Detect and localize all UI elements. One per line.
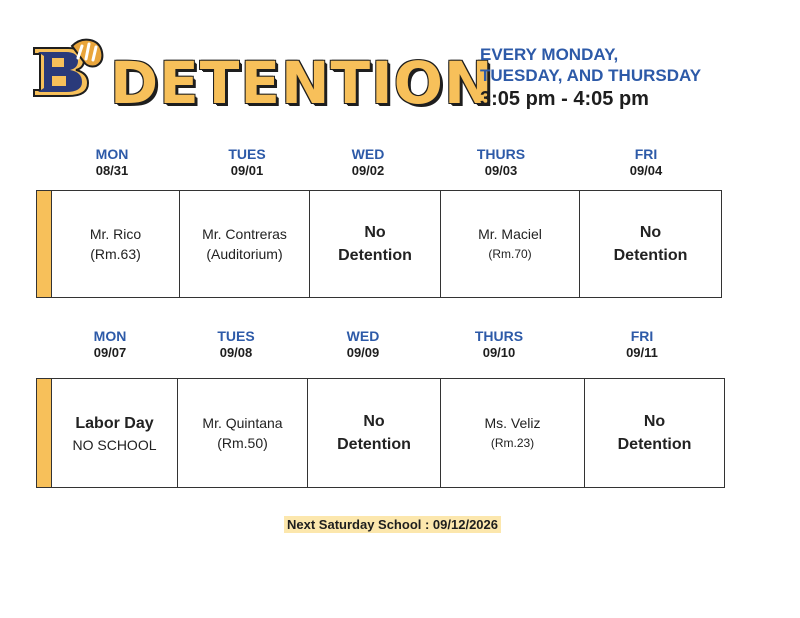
cell-line1: No xyxy=(363,413,385,430)
cell-line1: No xyxy=(643,413,666,430)
cell-line1: Mr. Rico xyxy=(89,226,142,242)
day-name: FRI xyxy=(630,328,654,344)
day-name: WED xyxy=(351,146,385,162)
schedule-time: 3:05 pm - 4:05 pm xyxy=(480,88,649,110)
cell-line2: (Rm.23) xyxy=(490,436,535,450)
day-date: 09/02 xyxy=(351,163,385,178)
day-cell-wed xyxy=(310,191,441,297)
saturday-school-note: Next Saturday School : 09/12/2026 xyxy=(284,516,501,533)
row-accent xyxy=(37,191,52,297)
day-header xyxy=(186,328,286,361)
day-date: 09/09 xyxy=(346,345,380,360)
cell-line2: (Auditorium) xyxy=(206,246,283,262)
day-cell-fri xyxy=(585,379,724,487)
cell-line2: Detention xyxy=(337,436,411,453)
day-header xyxy=(197,146,297,179)
day-name: TUES xyxy=(228,146,266,162)
day-date: 09/11 xyxy=(626,345,658,360)
day-name: THURS xyxy=(476,146,526,162)
day-cell-tues xyxy=(178,379,308,487)
day-header xyxy=(60,328,160,361)
cell-line1: No xyxy=(364,224,386,241)
row-accent xyxy=(37,379,52,487)
cell-line2: Detention xyxy=(338,247,412,264)
day-date: 09/07 xyxy=(93,345,127,360)
day-cell-mon xyxy=(52,379,178,487)
cell-line1: Mr. Maciel xyxy=(478,226,542,242)
day-date: 09/03 xyxy=(484,163,518,178)
page-title: DETENTION xyxy=(110,49,494,117)
cell-line1: No xyxy=(639,224,662,241)
day-header xyxy=(62,146,162,179)
day-cell-fri xyxy=(580,191,721,297)
cell-line1: Mr. Contreras xyxy=(202,226,287,242)
day-name: THURS xyxy=(474,328,524,344)
week-row-2 xyxy=(36,378,725,488)
cell-line2: Detention xyxy=(617,436,692,453)
cell-line2: (Rm.63) xyxy=(90,246,141,262)
day-header xyxy=(313,328,413,361)
schedule-days-line1: EVERY MONDAY, xyxy=(480,45,619,64)
day-name: TUES xyxy=(217,328,255,344)
day-date: 08/31 xyxy=(95,163,129,178)
day-header xyxy=(318,146,418,179)
day-date: 09/01 xyxy=(230,163,264,178)
badger-claw-icon xyxy=(32,38,104,98)
day-header xyxy=(592,328,692,361)
cell-line2: Detention xyxy=(613,247,688,264)
school-logo xyxy=(32,38,104,98)
week-row-1 xyxy=(36,190,722,298)
cell-line2: (Rm.70) xyxy=(488,247,532,261)
day-name: WED xyxy=(346,328,380,344)
day-date: 09/10 xyxy=(482,345,516,360)
day-cell-thurs xyxy=(441,191,580,297)
day-cell-mon xyxy=(52,191,180,297)
day-date: 09/04 xyxy=(629,163,663,178)
day-date: 09/08 xyxy=(219,345,253,360)
day-name: MON xyxy=(93,328,127,344)
day-header xyxy=(449,328,549,361)
schedule-days-line2: TUESDAY, AND THURSDAY xyxy=(480,66,702,85)
cell-line2: (Rm.50) xyxy=(217,435,268,451)
day-header xyxy=(451,146,551,179)
day-cell-thurs xyxy=(441,379,585,487)
cell-line1: Labor Day xyxy=(75,414,154,432)
day-name: MON xyxy=(95,146,129,162)
detention-schedule xyxy=(480,44,701,112)
day-name: FRI xyxy=(634,146,658,162)
cell-line2: NO SCHOOL xyxy=(72,436,157,453)
day-cell-tues xyxy=(180,191,310,297)
cell-line1: Mr. Quintana xyxy=(202,415,283,431)
cell-line1: Ms. Veliz xyxy=(484,415,541,431)
day-header xyxy=(596,146,696,179)
day-cell-wed xyxy=(308,379,441,487)
